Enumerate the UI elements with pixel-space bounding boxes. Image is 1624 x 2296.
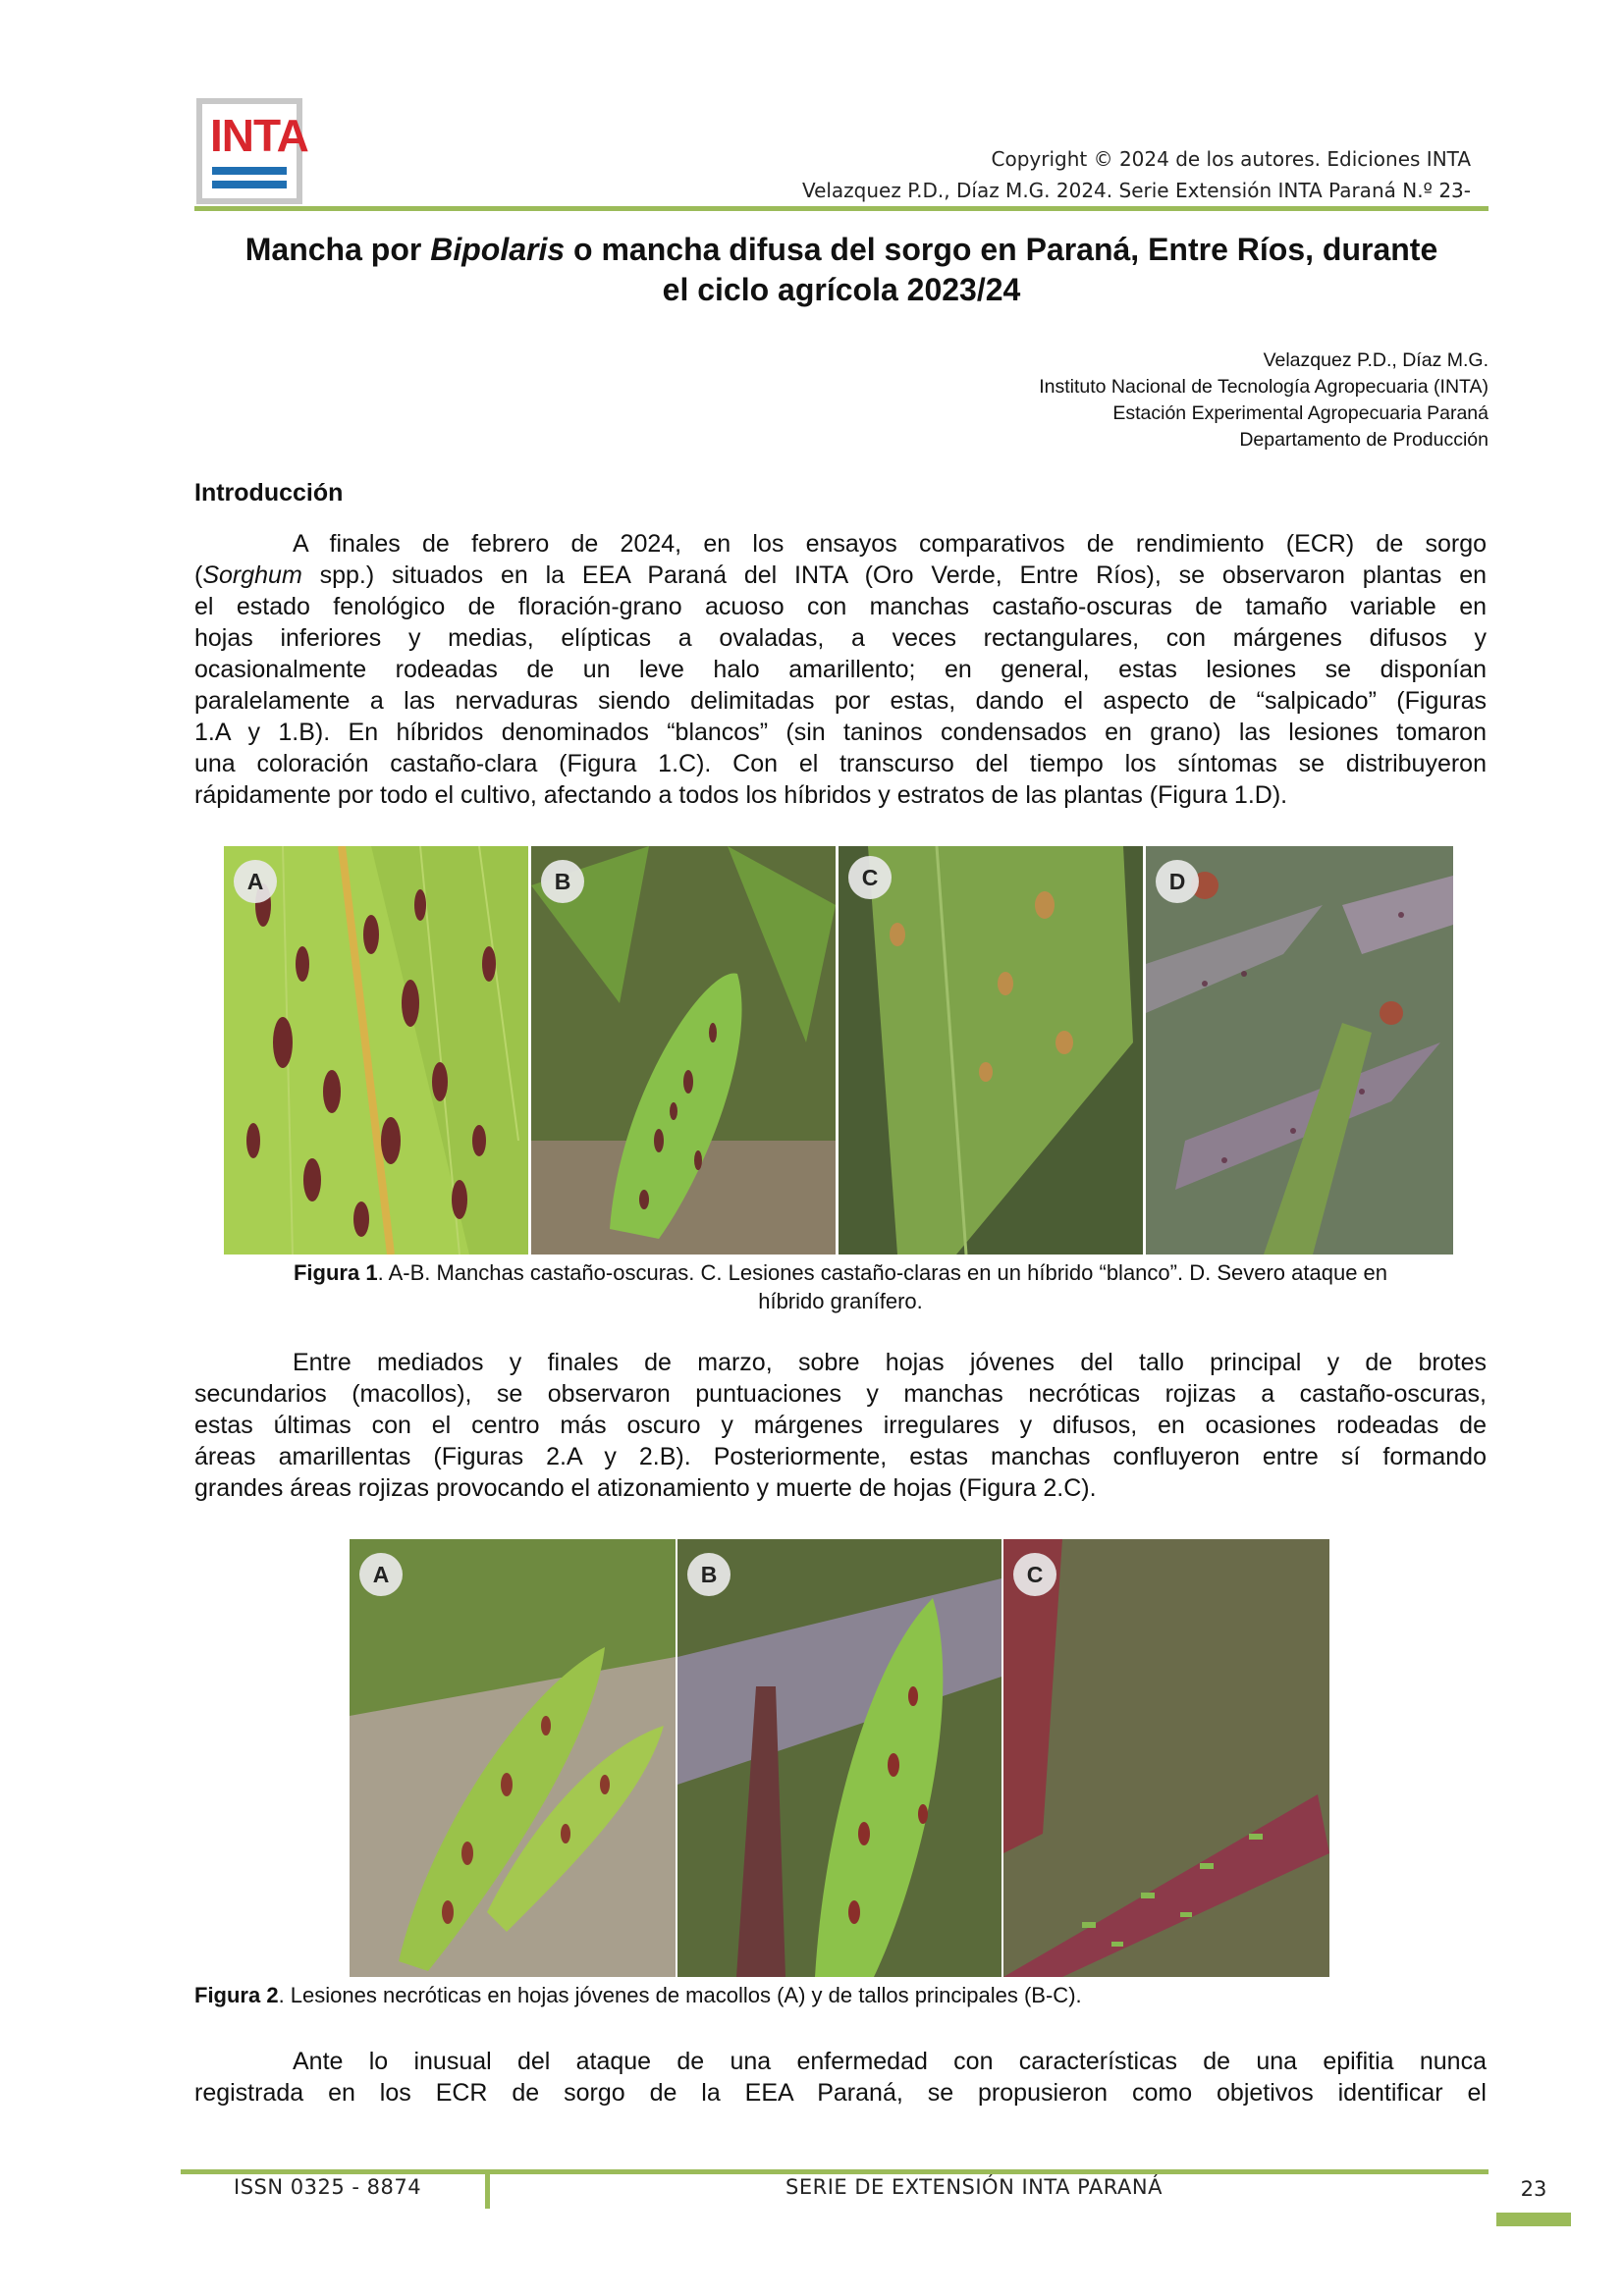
text-line: paralelamente a las nervaduras siendo delimitadas por estas, dando el aspecto de “salpicado” (Figuras (194, 687, 1487, 715)
text-line: el estado fenológico de floración-grano acuoso con manchas castaño-oscuras de tamaño variable en (194, 593, 1487, 620)
text-line: grandes áreas rojizas provocando el atizonamiento y muerte de hojas (Figura 2.C). (194, 1474, 1097, 1502)
text-line: ocasionalmente rodeadas de un leve halo amarillento; en general, estas lesiones se disponían (194, 656, 1487, 683)
figure-label: B (687, 1553, 731, 1596)
authors: Velazquez P.D., Díaz M.G. (1263, 349, 1489, 371)
figure-2-photo-c (1003, 1539, 1329, 1977)
figure-label: A (234, 860, 277, 903)
footer-rule (181, 2169, 1489, 2174)
body-paragraph (194, 2046, 1487, 2109)
text-line: estas últimas con el centro más oscuro y márgenes irregulares y difusos, en ocasiones rodeadas de (194, 1412, 1487, 1439)
page-number-box (1496, 2169, 1571, 2226)
section-heading: Introducción (194, 479, 344, 507)
figure-label: D (1156, 860, 1199, 903)
text-line: rápidamente por todo el cultivo, afectando a todos los híbridos y estratos de las plantas (Figura 1.D). (194, 781, 1288, 809)
title-line-2: el ciclo agrícola 2023/24 (662, 272, 1021, 307)
article-title (194, 230, 1489, 310)
title-italic: Bipolaris (430, 232, 566, 267)
text-line: 1.A y 1.B). En híbridos denominados “blancos” (sin taninos condensados en grano) las lesiones tomaron (194, 719, 1487, 746)
footer-divider (485, 2173, 490, 2209)
figure-1 (224, 846, 1453, 1255)
title-part: Mancha por (244, 232, 431, 267)
text-line: registrada en los ECR de sorgo de la EEA Paraná, se propusieron como objetivos identificar el (194, 2079, 1487, 2107)
text-line: secundarios (macollos), se observaron puntuaciones y manchas necróticas rojizas a castaño-oscuras, (194, 1380, 1487, 1408)
issn: ISSN 0325 - 8874 (234, 2175, 422, 2199)
figure-2-caption: Figura 2. Lesiones necróticas en hojas jóvenes de macollos (A) y de tallos principales (B-C). (194, 1983, 1082, 2007)
header-rule (194, 206, 1489, 211)
text-line: áreas amarillentas (Figuras 2.A y 2.B). Posteriormente, estas manchas confluyeron entre sí formando (194, 1443, 1487, 1470)
logo-stripe (212, 181, 287, 188)
figure-1-photo-c (839, 846, 1143, 1255)
figure-2-photo-b (677, 1539, 1001, 1977)
logo-text: INTA (210, 110, 308, 161)
series-name: SERIE DE EXTENSIÓN INTA PARANÁ (785, 2175, 1163, 2199)
page-number: 23 (1520, 2177, 1547, 2201)
text-line: A finales de febrero de 2024, en los ensayos comparativos de rendimiento (ECR) de sorgo (293, 530, 1487, 558)
text-line: (Sorghum spp.) situados en la EEA Paraná del INTA (Oro Verde, Entre Ríos), se observaron plantas en (194, 561, 1487, 589)
copyright-line: Copyright © 2024 de los autores. Ediciones INTA (991, 147, 1471, 171)
experimental-station: Estación Experimental Agropecuaria Paraná (1112, 402, 1489, 424)
department: Departamento de Producción (1239, 429, 1489, 451)
figure-1-caption: Figura 1. A-B. Manchas castaño-oscuras. C. Lesiones castaño-claras en un híbrido “blanco”. D. Severo ataque en híbrido granífero. (293, 1260, 1388, 1313)
figure-label: B (541, 860, 584, 903)
text-line: Ante lo inusual del ataque de una enfermedad con características de una epifitia nunca (293, 2048, 1487, 2075)
figure-1-photo-d (1146, 846, 1453, 1255)
figure-2-photo-a (350, 1539, 676, 1977)
logo-stripe (212, 167, 287, 175)
figure-label: C (1013, 1553, 1056, 1596)
text-line: hojas inferiores y medias, elípticas a ovaladas, a veces rectangulares, con márgenes difusos y (194, 624, 1487, 652)
institution: Instituto Nacional de Tecnología Agropecuaria (INTA) (1039, 376, 1489, 398)
title-part: o mancha difusa del sorgo en Paraná, Entre Ríos, durante (565, 232, 1438, 267)
figure-label: A (359, 1553, 403, 1596)
figure-1-photo-b (531, 846, 836, 1255)
body-paragraph (194, 1347, 1487, 1504)
figure-1-photo-a (224, 846, 528, 1255)
citation-line: Velazquez P.D., Díaz M.G. 2024. Serie Extensión INTA Paraná N.º 23- (801, 179, 1471, 202)
figure-2 (350, 1539, 1329, 1977)
page-number-bar (1496, 2213, 1571, 2226)
figure-label: C (848, 856, 892, 899)
text-line: Entre mediados y finales de marzo, sobre hojas jóvenes del tallo principal y de brotes (293, 1349, 1487, 1376)
text-line: una coloración castaño-clara (Figura 1.C). Con el transcurso del tiempo los síntomas se distribuyeron (194, 750, 1487, 777)
inta-logo (196, 98, 308, 204)
intro-paragraph (194, 528, 1487, 811)
